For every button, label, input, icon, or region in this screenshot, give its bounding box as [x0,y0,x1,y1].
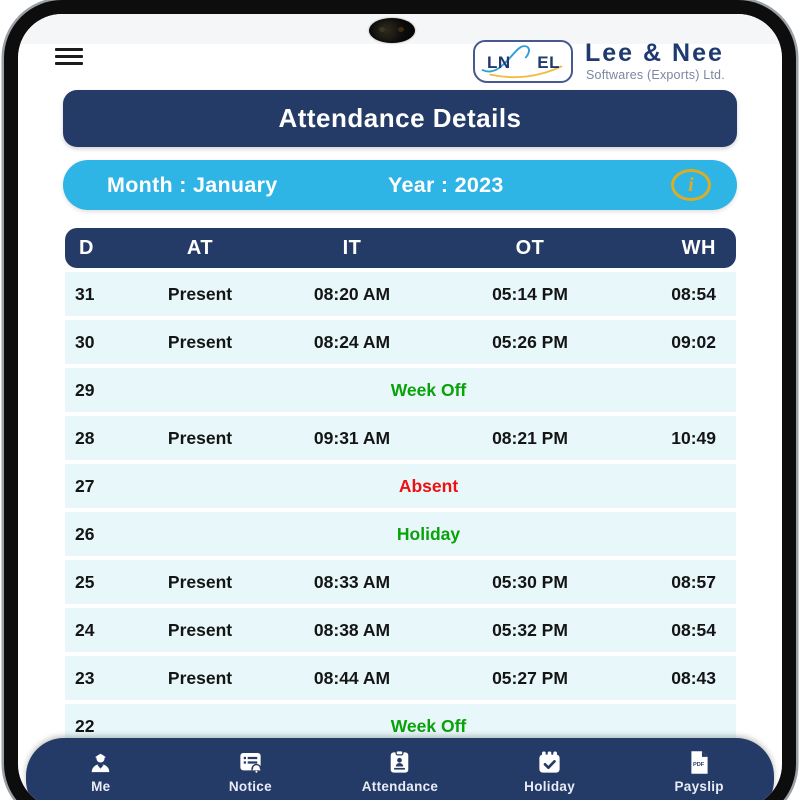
month-label: Month : January [107,173,278,197]
nav-label-attendance: Attendance [361,779,439,794]
company-subtitle: Softwares (Exports) Ltd. [586,68,725,82]
status-cell: Week Off [390,715,467,736]
nav-label-notice: Notice [228,779,272,794]
nav-item-attendance[interactable] [325,749,475,794]
day-cell: 26 [75,523,95,544]
in-time-cell: 08:44 AM [313,667,391,688]
status-cell: Holiday [396,523,461,544]
table-row [65,560,736,604]
table-header-row [65,228,736,268]
nav-label-me: Me [91,779,111,794]
day-cell: 25 [75,571,95,592]
table-row [65,512,736,556]
column-header-work-hours: WH [681,236,716,259]
attendance-cell: Present [167,571,233,592]
attendance-cell: Present [167,619,233,640]
day-cell: 24 [75,619,95,640]
phone-frame [4,0,796,800]
company-name: Lee & Nee [585,39,724,67]
table-row [65,416,736,460]
attendance-cell: Present [167,667,233,688]
nav-item-holiday[interactable] [475,749,625,794]
work-hours-cell: 10:49 [671,427,716,448]
pdf-file-icon [686,749,713,776]
logo-text-right: EL [537,53,560,72]
calendar-check-icon [536,749,563,776]
day-cell: 31 [75,283,95,304]
day-cell: 23 [75,667,95,688]
status-cell: Week Off [390,379,467,400]
page-title-bar [63,90,737,147]
table-row [65,320,736,364]
work-hours-cell: 09:02 [671,331,716,352]
logo-text-left: LN [487,53,511,72]
menu-icon[interactable] [55,48,83,66]
nav-item-payslip[interactable] [624,749,774,794]
nav-item-notice[interactable] [176,749,326,794]
day-cell: 30 [75,331,95,352]
day-cell: 27 [75,475,95,496]
day-cell: 28 [75,427,95,448]
svg-text:PDF: PDF [692,762,704,769]
company-logo [473,40,573,83]
person-icon [87,749,114,776]
nav-label-holiday: Holiday [524,779,576,794]
app-screen [18,14,782,800]
work-hours-cell: 08:43 [671,667,716,688]
attendance-cell: Present [167,283,233,304]
out-time-cell: 05:30 PM [492,571,568,592]
in-time-cell: 08:33 AM [313,571,391,592]
table-row [65,368,736,412]
bottom-navigation [26,738,774,800]
work-hours-cell: 08:54 [671,283,716,304]
work-hours-cell: 08:57 [671,571,716,592]
day-cell: 29 [75,379,95,400]
day-cell: 22 [75,715,95,736]
attendance-table [65,228,736,752]
info-icon[interactable]: i [671,169,711,201]
work-hours-cell: 08:54 [671,619,716,640]
attendance-clipboard-icon [386,749,413,776]
in-time-cell: 08:20 AM [313,283,391,304]
table-row [65,272,736,316]
in-time-cell: 08:38 AM [313,619,391,640]
year-label: Year : 2023 [388,173,504,197]
attendance-cell: Present [167,331,233,352]
column-header-in-time: IT [342,236,362,259]
table-body [65,272,736,748]
camera-punch-hole [369,18,415,43]
in-time-cell: 09:31 AM [313,427,391,448]
out-time-cell: 05:14 PM [492,283,568,304]
out-time-cell: 05:26 PM [492,331,568,352]
in-time-cell: 08:24 AM [313,331,391,352]
page-title: Attendance Details [278,103,522,133]
table-row [65,608,736,652]
nav-item-me[interactable] [26,749,176,794]
month-year-bar [63,160,737,210]
table-row [65,464,736,508]
out-time-cell: 08:21 PM [492,427,568,448]
attendance-cell: Present [167,427,233,448]
column-header-out-time: OT [515,236,545,259]
nav-label-payslip: Payslip [674,779,724,794]
table-row [65,656,736,700]
out-time-cell: 05:27 PM [492,667,568,688]
status-cell: Absent [398,475,459,496]
column-header-day: D [79,236,94,259]
notice-icon [237,749,264,776]
out-time-cell: 05:32 PM [492,619,568,640]
column-header-attendance: AT [186,236,214,259]
